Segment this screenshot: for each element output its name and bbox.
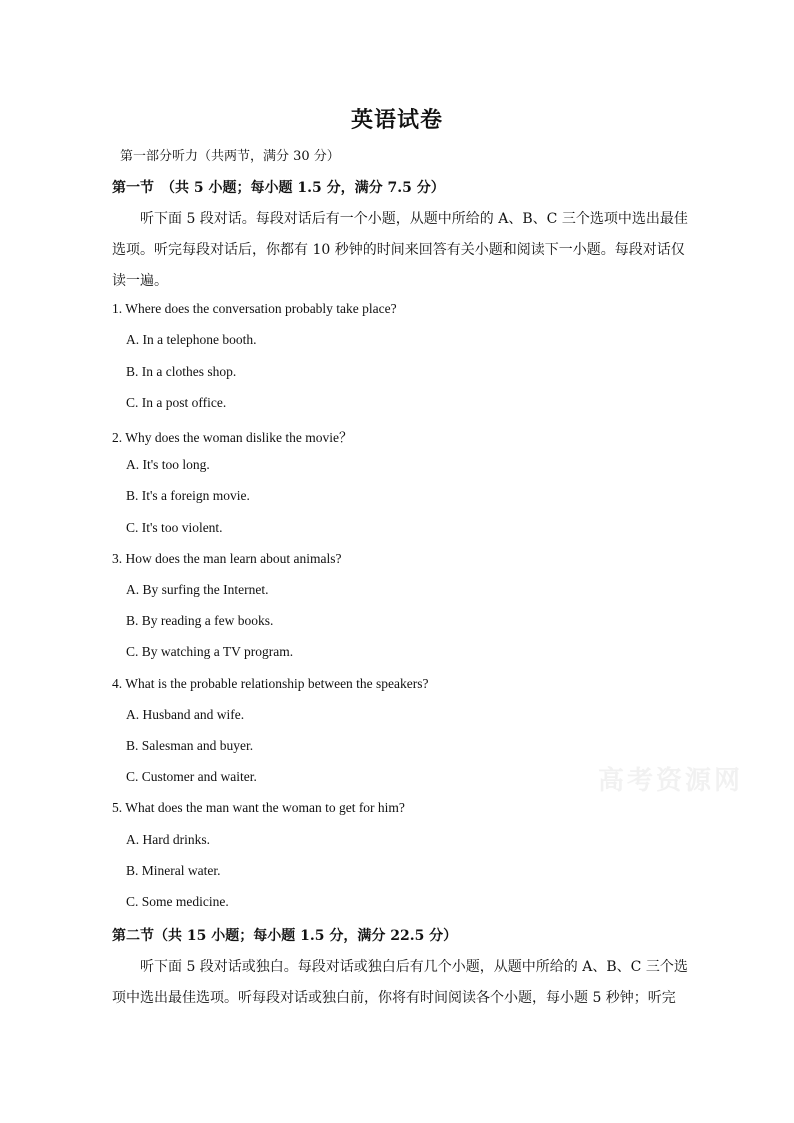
section2-heading: 第二节（共 15 小题；每小题 1.5 分，满分 22.5 分）	[112, 928, 458, 944]
section1-instruction-line: 读一遍。	[112, 273, 168, 289]
question-option: C. Some medicine.	[126, 894, 229, 909]
question-stem: 1. Where does the conversation probably take place?	[112, 301, 397, 316]
question-stem: 2. Why does the woman dislike the movie？	[112, 430, 353, 445]
section1-instruction-line: 听下面 5 段对话。每段对话后有一个小题，从题中所给的 A、B、C 三个选项中选出最佳	[140, 211, 688, 227]
question-option: A. Husband and wife.	[126, 707, 245, 722]
question-stem: 4. What is the probable relationship between the speakers?	[112, 676, 429, 691]
question-option: B. Salesman and buyer.	[126, 738, 254, 753]
question-option: A. It's too long.	[126, 457, 210, 472]
question-stem: 5. What does the man want the woman to get for him?	[112, 800, 405, 815]
section2-instruction-line: 项中选出最佳选项。听每段对话或独白前，你将有时间阅读各个小题，每小题 5 秒钟；听完	[112, 990, 676, 1006]
question-option: C. In a post office.	[126, 395, 227, 410]
question-option: C. Customer and waiter.	[126, 769, 257, 784]
question-option: A. By surfing the Internet.	[126, 582, 269, 597]
question-option: B. In a clothes shop.	[126, 364, 237, 379]
question-option: C. It's too violent.	[126, 520, 223, 535]
question-option: B. By reading a few books.	[126, 613, 274, 628]
question-option: A. Hard drinks.	[126, 832, 210, 847]
section2-instruction-line: 听下面 5 段对话或独白。每段对话或独白后有几个小题，从题中所给的 A、B、C 三个选	[140, 959, 688, 975]
question-option: B. It's a foreign movie.	[126, 488, 250, 503]
watermark: 高考资源网	[598, 766, 744, 796]
question-stem: 3. How does the man learn about animals?	[112, 551, 342, 566]
question-option: C. By watching a TV program.	[126, 644, 294, 659]
section1-heading: 第一节 （共 5 小题；每小题 1.5 分，满分 7.5 分）	[112, 180, 445, 196]
section1-instruction-line: 选项。听完每段对话后，你都有 10 秒钟的时间来回答有关小题和阅读下一小题。每段对话仅	[112, 242, 685, 258]
question-option: A. In a telephone booth.	[126, 332, 257, 347]
part-heading: 第一部分听力（共两节，满分 30 分）	[120, 149, 340, 164]
page-title: 英语试卷	[350, 107, 443, 133]
question-option: B. Mineral water.	[126, 863, 221, 878]
